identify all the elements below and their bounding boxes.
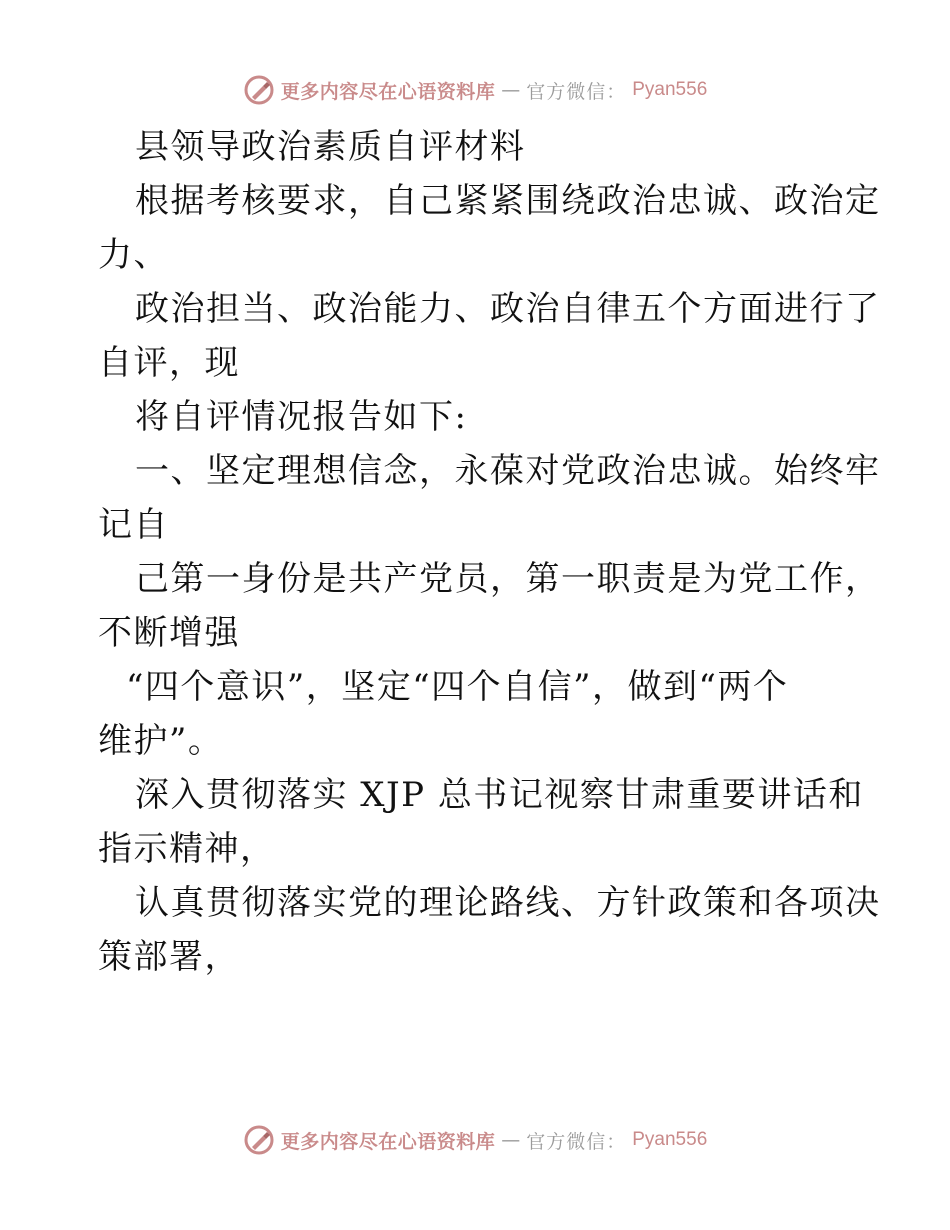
footer-watermark-banner: [0, 1120, 950, 1160]
banner-separator: —: [501, 1129, 521, 1151]
paragraph-line: 力、: [98, 235, 169, 275]
paragraph-line: 认真贯彻落实党的理论路线、方针政策和各项决: [135, 883, 881, 923]
banner-wechat-id: Pyan556: [632, 79, 708, 100]
banner-wechat-id: Pyan556: [632, 1129, 708, 1150]
header-watermark-banner: [0, 70, 950, 110]
paragraph-line: 将自评情况报告如下:: [135, 397, 468, 437]
pen-nib-logo-icon: [243, 74, 275, 106]
paragraph-line: 自评，现: [98, 343, 240, 383]
section-heading-line: 一、坚定理想信念，永葆对党政治忠诚。始终牢: [135, 451, 881, 491]
paragraph-line: 深入贯彻落实 XJP 总书记视察甘肃重要讲话和: [135, 775, 864, 815]
document-body: [98, 120, 881, 984]
banner-official-label: 官方微信：: [526, 1130, 627, 1153]
banner-brand-text: 更多内容尽在心语资料库: [280, 1130, 496, 1153]
banner-brand-text: 更多内容尽在心语资料库: [280, 80, 496, 103]
banner-official-label: 官方微信：: [526, 80, 627, 103]
pen-nib-logo-icon: [243, 1124, 275, 1156]
paragraph-line: 政治担当、政治能力、政治自律五个方面进行了: [135, 289, 881, 329]
paragraph-line: 指示精神，: [98, 829, 276, 869]
paragraph-line: 策部署，: [98, 937, 240, 977]
paragraph-line: 己第一身份是共产党员，第一职责是为党工作，: [135, 559, 881, 599]
paragraph-line: 不断增强: [98, 613, 240, 653]
document-title: 县领导政治素质自评材料: [135, 127, 526, 167]
paragraph-line: 根据考核要求，自己紧紧围绕政治忠诚、政治定: [135, 181, 881, 221]
paragraph-line: 维护”。: [98, 721, 224, 761]
paragraph-line: 记自: [98, 505, 169, 545]
paragraph-line: “四个意识”，坚定“四个自信”，做到“两个: [126, 667, 789, 707]
banner-separator: —: [501, 79, 521, 101]
